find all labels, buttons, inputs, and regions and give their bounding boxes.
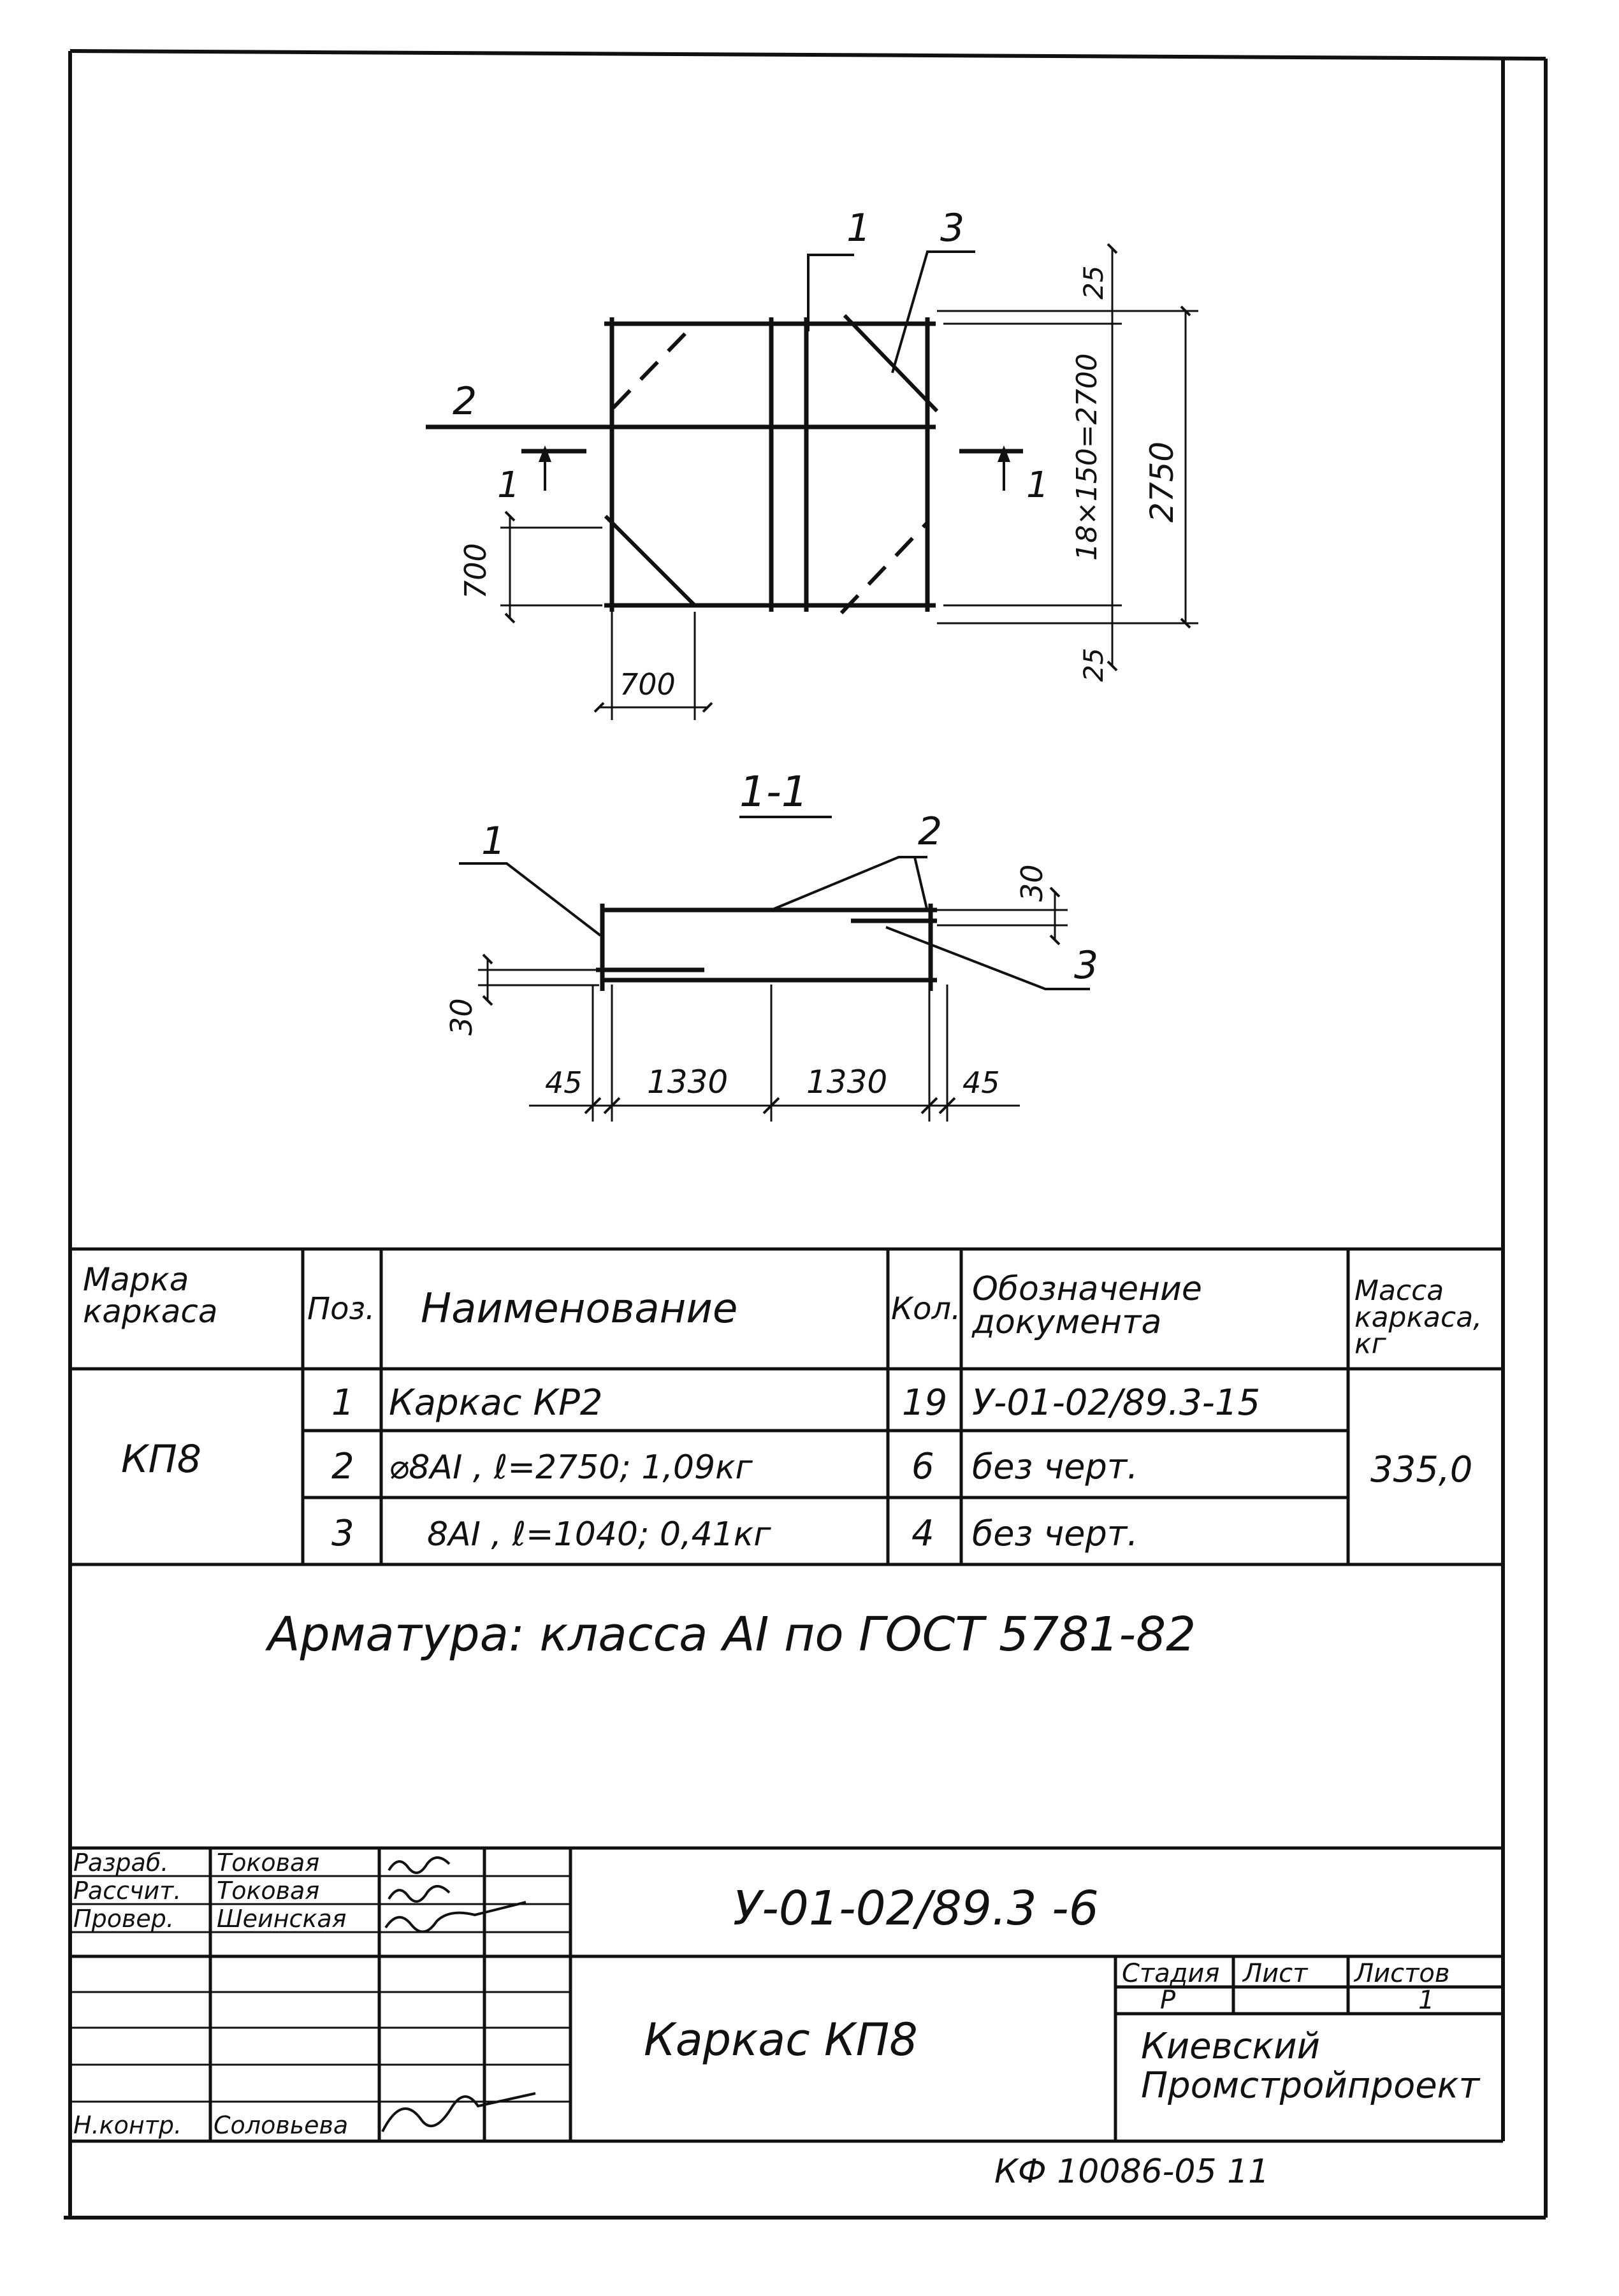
header-qty: Кол. xyxy=(891,1291,961,1327)
row-pos: 1 xyxy=(331,1382,354,1424)
spec-row xyxy=(331,1513,1138,1554)
header-name: Наименование xyxy=(421,1285,738,1332)
row-name: ⌀8AI , ℓ=2750; 1,09кг xyxy=(389,1448,753,1487)
section-mark-right: 1 xyxy=(1026,465,1049,506)
person-name: Шеинская xyxy=(217,1905,347,1933)
sheet-label: Лист xyxy=(1243,1959,1308,1988)
section-cut-right xyxy=(959,451,1023,491)
signature-mark xyxy=(382,2093,535,2132)
signatures xyxy=(382,1858,535,2132)
frame-mass: 335,0 xyxy=(1370,1449,1473,1491)
signature-mark xyxy=(386,1902,526,1931)
stage-label: Стадия xyxy=(1122,1959,1220,1988)
footer-code: КФ 10086-05 11 xyxy=(994,2153,1270,2191)
dim-corner-horizontal: 700 xyxy=(620,667,676,702)
row-name: 8AI , ℓ=1040; 0,41кг xyxy=(427,1515,771,1554)
sheet-name: Каркас КП8 xyxy=(644,2014,918,2066)
section-callout-1: 1 xyxy=(481,819,506,863)
signature-mark xyxy=(389,1858,449,1873)
doc-code: У-01-02/89.3 -6 xyxy=(733,1881,1099,1936)
spec-row xyxy=(331,1446,1138,1487)
dim-corner-vertical: 700 xyxy=(458,543,493,599)
signature-mark xyxy=(389,1886,449,1902)
dim-bottom-cover: 30 xyxy=(444,998,479,1036)
section-bars xyxy=(596,904,937,991)
dim-span-a: 1330 xyxy=(647,1064,729,1101)
person-name: Токовая xyxy=(217,1849,320,1877)
plan-leaders xyxy=(808,252,975,373)
section-dims-horizontal xyxy=(529,985,1020,1122)
dim-spacing: 18×150=2700 xyxy=(1071,353,1103,561)
plan-callout-2: 2 xyxy=(453,379,477,424)
dim-top-cover: 30 xyxy=(1015,864,1049,902)
role-label: Рассчит. xyxy=(73,1877,182,1905)
header-doc: Обозначение документа xyxy=(972,1270,1202,1341)
dim-top-offset: 25 xyxy=(1078,265,1109,300)
plan-dims-corner xyxy=(500,516,708,720)
role-label: Провер. xyxy=(73,1905,174,1933)
stage-value: Р xyxy=(1160,1986,1176,2015)
role-label: Разраб. xyxy=(73,1849,169,1877)
frame-mark: КП8 xyxy=(121,1437,201,1482)
section-cut-left xyxy=(521,451,586,491)
header-mass: Масса каркаса, кг xyxy=(1354,1274,1483,1361)
dim-total: 2750 xyxy=(1143,441,1180,523)
header-mark: Марка каркаса xyxy=(83,1261,218,1330)
person-name: Соловьева xyxy=(214,2111,349,2139)
organization: Киевский Промстройпроект xyxy=(1141,2026,1480,2107)
row-qty: 6 xyxy=(911,1446,934,1487)
sheets-label: Листов xyxy=(1354,1959,1450,1988)
title-block xyxy=(70,1848,1503,2141)
dim-bottom-offset: 25 xyxy=(1078,647,1109,682)
row-doc: без черт. xyxy=(972,1447,1138,1487)
plan-callout-3: 3 xyxy=(940,206,965,250)
sheets-value: 1 xyxy=(1418,1986,1435,2015)
row-doc: У-01-02/89.3-15 xyxy=(972,1382,1261,1424)
row-name: Каркас КР2 xyxy=(389,1382,603,1424)
section-view xyxy=(444,767,1098,1122)
header-pos: Поз. xyxy=(307,1291,375,1327)
row-doc: без черт. xyxy=(972,1513,1138,1554)
row-qty: 19 xyxy=(902,1382,948,1424)
spec-table-grid xyxy=(70,1249,1503,1564)
row-pos: 3 xyxy=(331,1513,354,1554)
person-name: Токовая xyxy=(217,1877,320,1905)
spec-row xyxy=(331,1382,1260,1424)
row-pos: 2 xyxy=(331,1446,354,1487)
section-callout-3: 3 xyxy=(1074,943,1099,988)
reinforcement-note: Арматура: класса АI по ГОСТ 5781-82 xyxy=(268,1607,1196,1662)
section-title: 1-1 xyxy=(739,767,808,816)
dim-left-end: 45 xyxy=(545,1065,583,1100)
role-label: Н.контр. xyxy=(73,2111,182,2139)
spec-table xyxy=(70,1249,1503,1564)
dim-span-b: 1330 xyxy=(806,1064,888,1101)
plan-callout-1: 1 xyxy=(846,206,871,250)
section-callout-2: 2 xyxy=(918,809,943,854)
dim-right-end: 45 xyxy=(962,1065,1000,1100)
row-qty: 4 xyxy=(911,1513,934,1554)
section-mark-left: 1 xyxy=(497,465,520,506)
plan-view xyxy=(426,206,1198,720)
